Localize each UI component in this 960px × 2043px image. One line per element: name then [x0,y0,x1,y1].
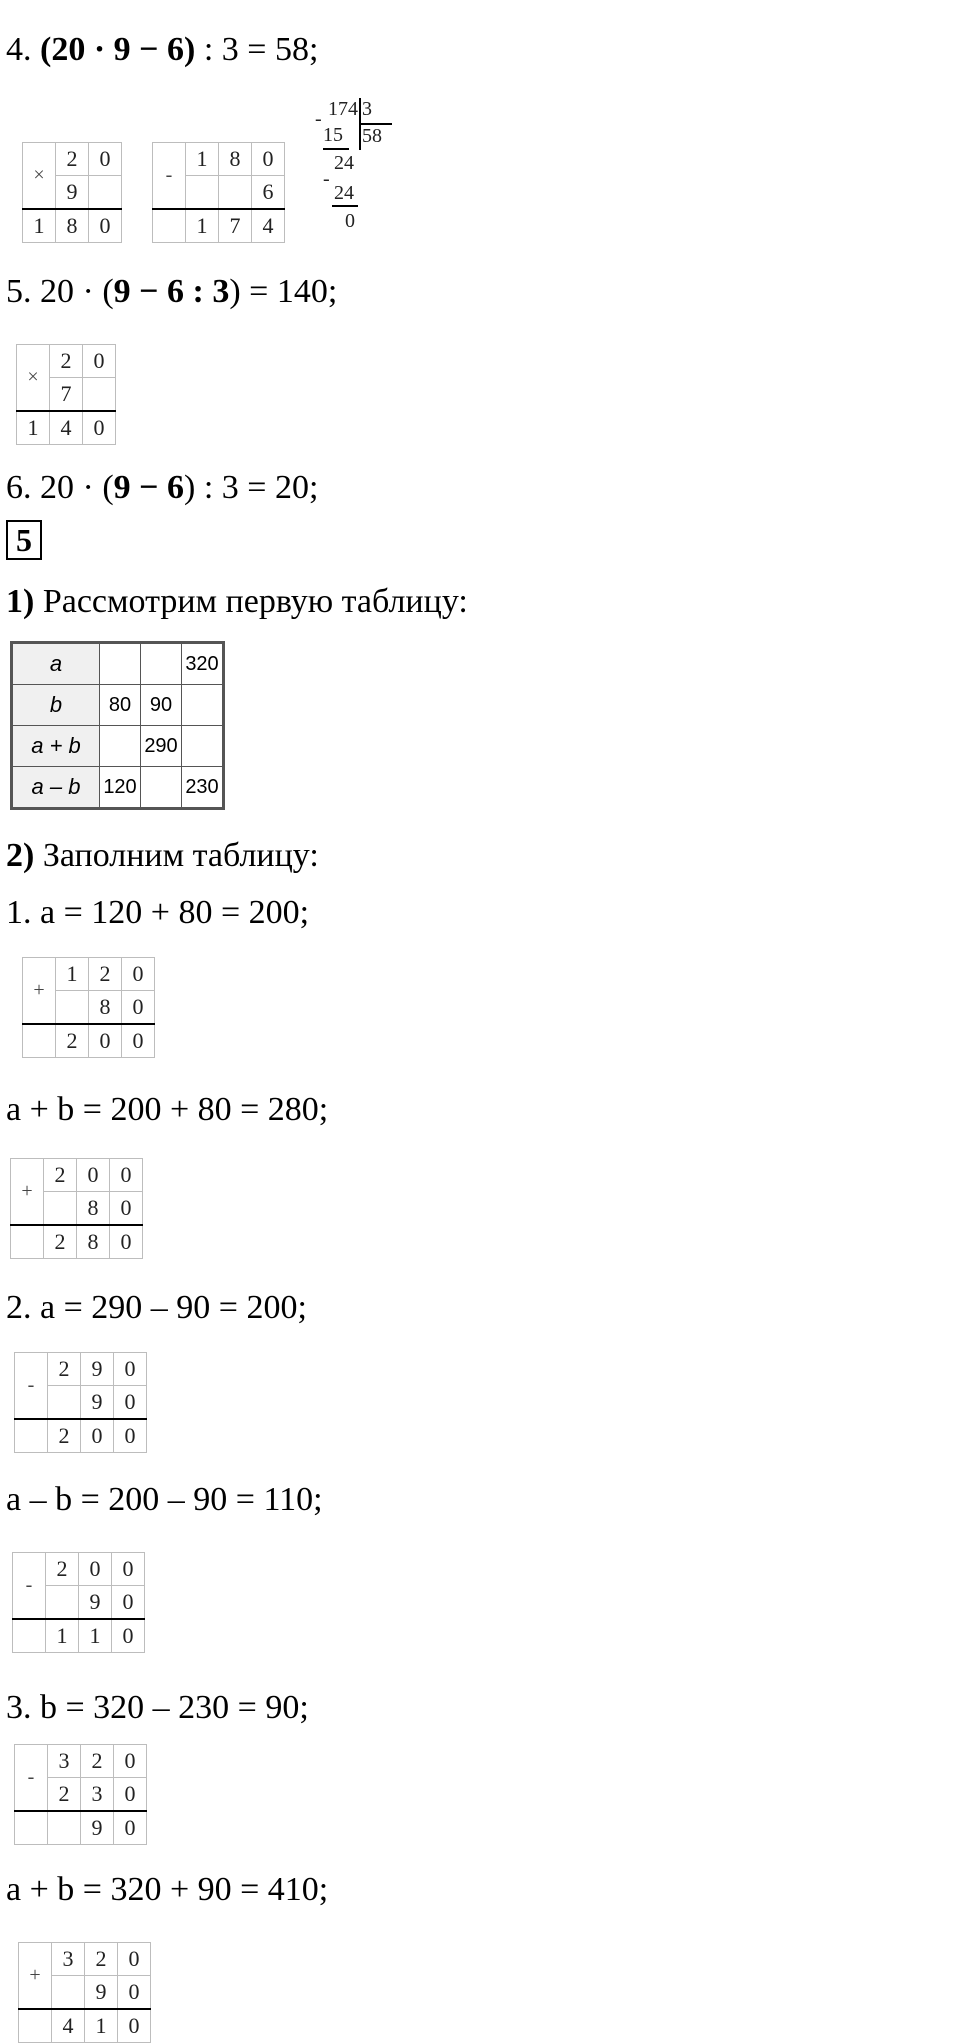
table-cell: 9 [85,1976,118,2010]
table-cell [23,1024,56,1058]
table-cell: 6 [252,176,285,210]
table-cell: 3 [81,1778,114,1812]
table-cell [56,991,89,1025]
table-cell: 0 [89,1024,122,1058]
table-cell [11,1225,44,1259]
quotient: 58 [362,125,382,147]
table-cell: 2 [85,1943,118,1976]
table-cell: 2 [50,345,83,378]
table-cell: + [23,958,56,1025]
table-cell: 2 [44,1225,77,1259]
table-cell: 230 [182,767,224,809]
table-cell: 2 [46,1553,79,1586]
table-cell: 9 [81,1811,114,1845]
subtraction-column-4 [14,1744,147,1845]
table-cell: 80 [100,685,141,726]
table-cell: a + b [12,726,100,767]
subtraction-column-3 [12,1552,145,1653]
table-row [12,767,224,809]
table-cell: 4 [52,2009,85,2043]
table-cell: - [15,1353,48,1420]
table-cell: 0 [114,1386,147,1420]
table-cell: 7 [219,209,252,243]
table-cell: 0 [79,1553,112,1586]
expression-5: 5. 20 · (9 − 6 : 3) = 140; [6,273,338,310]
table-cell: 1 [79,1619,112,1653]
table-cell: 0 [252,143,285,176]
long-division: 174 3 - 15 58 24 - 24 0 [312,96,392,246]
table-cell: 0 [118,2009,151,2043]
subtraction-column-1 [152,142,285,243]
table-cell: a – b [12,767,100,809]
table-cell: 0 [118,1976,151,2010]
table-cell: 1 [23,209,56,243]
subtraction-column-2 [14,1352,147,1453]
table-cell: 2 [48,1419,81,1453]
table-cell: 1 [85,2009,118,2043]
table-cell: 1 [56,958,89,991]
table-cell: 0 [83,345,116,378]
table-cell: 2 [56,1024,89,1058]
values-table [10,641,225,810]
table-cell: 8 [89,991,122,1025]
table-cell: 320 [182,643,224,685]
divisor: 3 [362,98,372,120]
multiplication-column-1 [22,142,122,243]
equation-4: a – b = 200 – 90 = 110; [6,1481,323,1518]
table-cell [48,1386,81,1420]
expression-4: 4. (20 · 9 − 6) : 3 = 58; [6,31,319,68]
addition-column-1 [22,957,155,1058]
equation-2: a + b = 200 + 80 = 280; [6,1091,329,1128]
table-cell [52,1976,85,2010]
task-number: 5 [6,520,42,560]
table-cell: 9 [81,1386,114,1420]
table-row [12,685,224,726]
table-cell: 290 [141,726,182,767]
table-cell: 2 [48,1353,81,1386]
table-cell [219,176,252,210]
table-cell [48,1811,81,1845]
addition-column-2 [10,1158,143,1259]
table-cell [19,2009,52,2043]
table-cell: 0 [83,411,116,445]
table-cell: 2 [44,1159,77,1192]
addition-column-3 [18,1942,151,2043]
table-cell: 120 [100,767,141,809]
table-cell: 1 [46,1619,79,1653]
table-cell: 9 [56,176,89,210]
multiplication-column-2 [16,344,116,445]
table-cell [100,643,141,685]
equation-3: 2. a = 290 – 90 = 200; [6,1289,307,1326]
table-cell: 3 [52,1943,85,1976]
table-row [12,726,224,767]
table-cell: 0 [81,1419,114,1453]
table-cell [15,1811,48,1845]
table-cell: 1 [186,209,219,243]
table-cell: 1 [17,411,50,445]
table-cell [83,378,116,412]
table-cell: 0 [110,1159,143,1192]
step-2-heading: 2) Заполним таблицу: [6,837,319,874]
table-cell: 0 [112,1619,145,1653]
table-cell: 8 [56,209,89,243]
table-cell: - [13,1553,46,1620]
step-1-heading: 1) Рассмотрим первую таблицу: [6,583,468,620]
table-cell: a [12,643,100,685]
table-cell: + [11,1159,44,1226]
table-cell [44,1192,77,1226]
table-cell: 0 [110,1192,143,1226]
table-cell: 1 [186,143,219,176]
table-cell: 3 [48,1745,81,1778]
table-cell: 0 [112,1553,145,1586]
table-cell: b [12,685,100,726]
table-cell: - [153,143,186,210]
equation-1: 1. a = 120 + 80 = 200; [6,894,310,931]
table-cell [89,176,122,210]
table-cell: + [19,1943,52,2010]
table-cell: × [17,345,50,412]
table-cell: 0 [110,1225,143,1259]
table-cell: 0 [114,1778,147,1812]
table-cell: 0 [122,958,155,991]
table-cell: 0 [114,1353,147,1386]
table-cell: 2 [81,1745,114,1778]
table-cell: 2 [48,1778,81,1812]
table-cell: 0 [112,1586,145,1620]
table-cell [141,767,182,809]
table-cell: 0 [89,143,122,176]
table-row [12,643,224,685]
dividend: 174 [328,98,358,120]
table-cell [46,1586,79,1620]
table-cell: 7 [50,378,83,412]
equation-6: a + b = 320 + 90 = 410; [6,1871,329,1908]
table-cell [141,643,182,685]
table-cell: - [15,1745,48,1812]
table-cell [182,685,224,726]
table-cell: 8 [77,1192,110,1226]
table-cell [13,1619,46,1653]
expression-6: 6. 20 · (9 − 6) : 3 = 20; [6,469,319,506]
table-cell: 8 [219,143,252,176]
table-cell: 0 [114,1811,147,1845]
table-cell: 8 [77,1225,110,1259]
table-cell: 0 [122,991,155,1025]
table-cell: 0 [77,1159,110,1192]
table-cell [186,176,219,210]
table-cell: 90 [141,685,182,726]
table-cell: 0 [118,1943,151,1976]
table-cell: 9 [79,1586,112,1620]
table-cell: 9 [81,1353,114,1386]
table-cell: 0 [114,1745,147,1778]
table-cell: 4 [50,411,83,445]
equation-5: 3. b = 320 – 230 = 90; [6,1689,309,1726]
table-cell [182,726,224,767]
table-cell: 0 [122,1024,155,1058]
table-cell: 0 [89,209,122,243]
table-cell [153,209,186,243]
table-cell: × [23,143,56,210]
table-cell: 2 [89,958,122,991]
table-cell [15,1419,48,1453]
table-cell [100,726,141,767]
table-cell: 2 [56,143,89,176]
table-cell: 0 [114,1419,147,1453]
table-cell: 4 [252,209,285,243]
